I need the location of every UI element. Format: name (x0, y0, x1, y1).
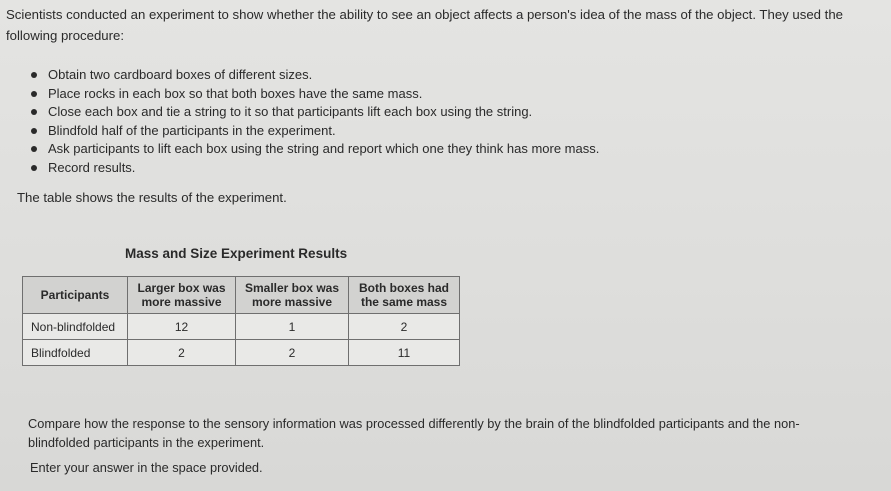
procedure-step: Place rocks in each box so that both boxes have the same mass. (28, 85, 599, 104)
procedure-list (28, 66, 599, 177)
table-title: Mass and Size Experiment Results (125, 246, 348, 261)
table-cell: 1 (236, 314, 349, 340)
header-same-mass: Both boxes had the same mass (349, 277, 460, 314)
table-cell: 2 (349, 314, 460, 340)
header-participants: Participants (23, 277, 128, 314)
results-table (22, 276, 460, 366)
procedure-step: Close each box and tie a string to it so that participants lift each box using the string. (28, 103, 599, 122)
table-row (23, 340, 460, 366)
row-label: Blindfolded (23, 340, 128, 366)
intro-text: Scientists conducted an experiment to show whether the ability to see an object affects a person's idea of the mass of the object. They used the following procedure: (6, 7, 844, 43)
header-smaller-box: Smaller box was more massive (236, 277, 349, 314)
table-cell: 2 (128, 340, 236, 366)
row-label: Non-blindfolded (23, 314, 128, 340)
table-intro-text: The table shows the results of the experiment. (17, 190, 287, 205)
table-row (23, 314, 460, 340)
table-cell: 2 (236, 340, 349, 366)
instruction-text: Enter your answer in the space provided. (30, 460, 263, 475)
table-cell: 11 (349, 340, 460, 366)
procedure-step: Blindfold half of the participants in the experiment. (28, 122, 599, 141)
procedure-step: Obtain two cardboard boxes of different sizes. (28, 66, 599, 85)
procedure-step: Record results. (28, 159, 599, 178)
table-cell: 12 (128, 314, 236, 340)
table-header-row (23, 277, 460, 314)
question-text: Compare how the response to the sensory information was processed differently by the brain of the blindfolded participants and the non-blindfolded participants in the experiment. (28, 416, 800, 450)
header-larger-box: Larger box was more massive (128, 277, 236, 314)
procedure-step: Ask participants to lift each box using the string and report which one they think has more mass. (28, 140, 599, 159)
